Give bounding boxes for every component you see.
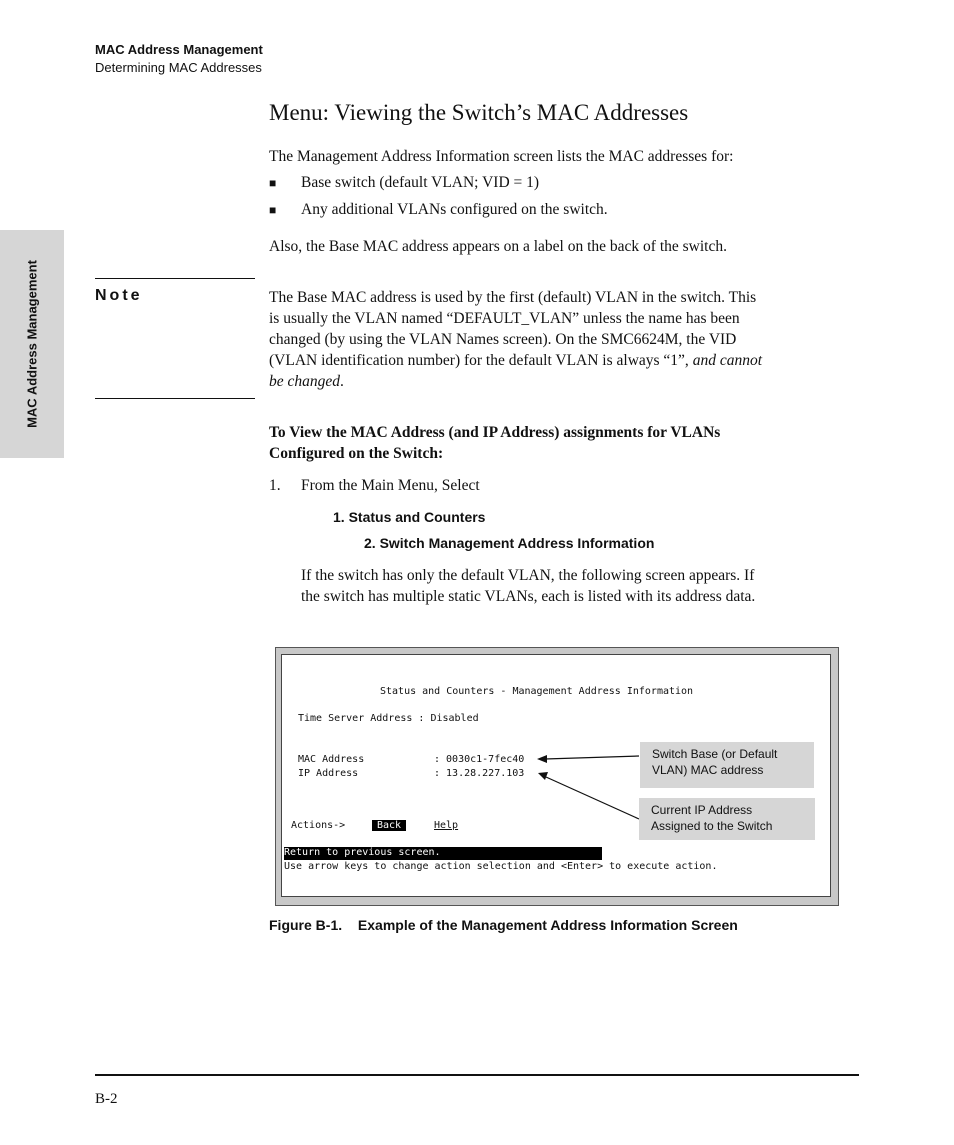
mac-address-value: : 0030c1-7fec40 xyxy=(434,754,525,765)
bullet-square-icon: ■ xyxy=(269,176,277,190)
running-header-title: MAC Address Management xyxy=(95,42,263,57)
note-period: . xyxy=(340,373,344,390)
note-line: is usually the VLAN named “DEFAULT_VLAN” unless the name has been xyxy=(269,310,740,327)
bullet-text: Any additional VLANs configured on the switch. xyxy=(301,201,608,218)
step-number: 1. xyxy=(269,477,281,494)
note-line: changed (by using the VLAN Names screen). On the SMC6624M, the VID xyxy=(269,331,737,348)
chapter-side-tab-label: MAC Address Management xyxy=(24,260,40,428)
mac-callout xyxy=(640,742,814,788)
hint-line: Use arrow keys to change action selection and <Enter> to execute action. xyxy=(284,861,718,872)
page-number: B-2 xyxy=(95,1091,118,1107)
back-button[interactable]: Back xyxy=(372,820,406,831)
bullet-square-icon: ■ xyxy=(269,203,277,217)
footer-rule xyxy=(95,1074,859,1076)
ip-address-value: : 13.28.227.103 xyxy=(434,768,525,779)
ip-callout-line: Assigned to the Switch xyxy=(651,819,773,833)
menu-path-level-2: 2. Switch Management Address Information xyxy=(364,535,655,551)
screen-title: Status and Counters - Management Address Information xyxy=(380,686,694,697)
actions-label: Actions-> xyxy=(291,820,346,831)
figure-caption-text: Example of the Management Address Information Screen xyxy=(357,917,738,933)
mac-callout-line: VLAN) MAC address xyxy=(652,763,764,777)
note-label: Note xyxy=(95,287,143,304)
section-heading: Menu: Viewing the Switch’s MAC Addresses xyxy=(269,100,689,125)
also-paragraph: Also, the Base MAC address appears on a label on the back of the switch. xyxy=(269,238,727,255)
ip-callout xyxy=(639,798,815,840)
mac-callout-line: Switch Base (or Default xyxy=(652,747,778,761)
note-line: The Base MAC address is used by the first (default) VLAN in the switch. This xyxy=(269,289,757,306)
time-server-line: Time Server Address : Disabled xyxy=(298,713,479,724)
mac-address-label: MAC Address xyxy=(298,754,365,765)
procedure-heading-line: Configured on the Switch: xyxy=(269,445,444,462)
procedure-heading-line: To View the MAC Address (and IP Address) assignments for VLANs xyxy=(269,424,721,441)
ip-address-label: IP Address xyxy=(298,768,359,779)
mac-callout-arrow xyxy=(537,755,639,763)
step-text: From the Main Menu, Select xyxy=(301,477,480,494)
figure-number: Figure B-1. xyxy=(269,917,343,933)
note-emphasis: be changed xyxy=(269,373,341,390)
help-button[interactable]: Help xyxy=(434,820,459,831)
ip-callout-line: Current IP Address xyxy=(651,803,753,817)
running-header-subtitle: Determining MAC Addresses xyxy=(95,60,262,75)
menu-path-level-1: 1. Status and Counters xyxy=(333,509,486,525)
status-bar: Return to previous screen. xyxy=(284,847,602,860)
note-line-text: (VLAN identification number) for the default VLAN is always “1”, xyxy=(269,352,689,369)
figure-caption xyxy=(269,917,738,933)
intro-paragraph: The Management Address Information screen lists the MAC addresses for: xyxy=(269,148,734,165)
followup-line: If the switch has only the default VLAN, the following screen appears. If xyxy=(301,567,755,584)
followup-line: the switch has multiple static VLANs, each is listed with its address data. xyxy=(301,588,756,605)
bullet-text: Base switch (default VLAN; VID = 1) xyxy=(301,174,540,191)
note-emphasis: and cannot xyxy=(692,352,762,369)
ip-callout-arrow xyxy=(538,772,639,819)
